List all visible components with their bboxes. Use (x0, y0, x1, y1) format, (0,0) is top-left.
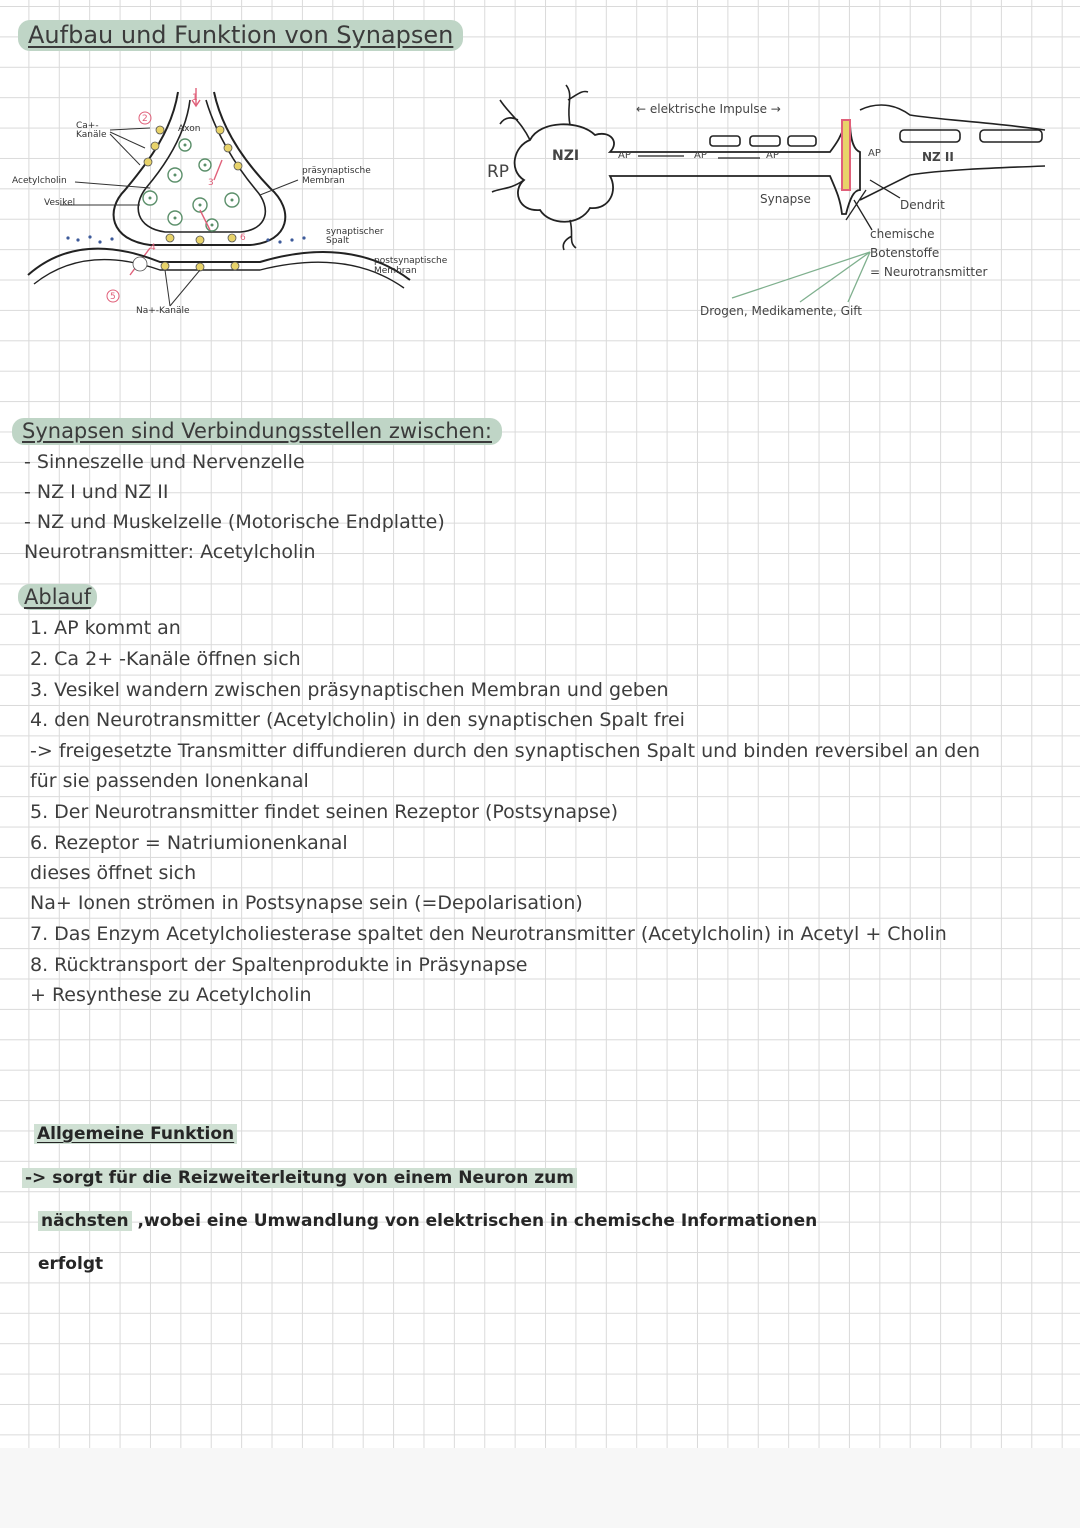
ablauf-line-1: 1. AP kommt an (30, 617, 181, 639)
label-synaptischer-spalt: synaptischer Spalt (326, 227, 384, 246)
label-postsynaptische-membran: postsynaptische Membran (374, 256, 448, 276)
ablauf-line-12: 8. Rücktransport der Spaltenprodukte in Präsynapse (30, 954, 528, 976)
ablauf-line-13: + Resynthese zu Acetylcholin (30, 984, 312, 1006)
neurotransmitter-note: Neurotransmitter: Acetylcholin (24, 541, 316, 563)
label-axon: Axon (178, 124, 201, 134)
label-acetylcholin: Acetylcholin (12, 176, 67, 186)
label-vesikel: Vesikel (44, 198, 76, 208)
label-botenstoffe: Botenstoffe (870, 246, 940, 260)
ablauf-line-5: -> freigesetzte Transmitter diffundieren durch den synaptischen Spalt und binden reversibel an den (30, 740, 981, 762)
ablauf-line-6: für sie passenden Ionenkanal (30, 770, 309, 792)
connections-item-2: - NZ I und NZ II (24, 481, 169, 503)
svg-text:5: 5 (110, 292, 116, 302)
function-line-3: erfolgt (38, 1254, 104, 1274)
page-bottom-strip (0, 1448, 1080, 1528)
ablauf-line-9: dieses öffnet sich (30, 862, 197, 884)
label-rp: RP (487, 162, 510, 182)
svg-text:1: 1 (192, 93, 198, 103)
svg-text:4: 4 (150, 243, 156, 253)
label-ap-4: AP (868, 148, 881, 159)
ca-channels (144, 126, 242, 244)
label-ap-2: AP (694, 150, 707, 161)
ablauf-line-2: 2. Ca 2+ -Kanäle öffnen sich (30, 648, 301, 670)
ablauf-line-3: 3. Vesikel wandern zwischen präsynaptischen Membran und geben (30, 679, 669, 701)
ablauf-line-4: 4. den Neurotransmitter (Acetylcholin) in den synaptischen Spalt frei (30, 709, 685, 731)
label-dendrit: Dendrit (900, 198, 945, 212)
label-ca-channels: Ca+- Kanäle (76, 121, 107, 140)
function-line-1: -> sorgt für die Reizweiterleitung von einem Neuron zum (22, 1168, 577, 1188)
postsynaptic-membrane (28, 249, 410, 280)
page-title: Aufbau und Funktion von Synapsen (18, 20, 463, 51)
ablauf-line-10: Na+ Ionen strömen in Postsynapse sein (=Depolarisation) (30, 892, 583, 914)
label-ap-1: AP (618, 150, 631, 161)
label-praesynaptische-membran: präsynaptische Membran (302, 166, 371, 186)
svg-text:6: 6 (240, 233, 246, 243)
label-na-channels: Na+-Kanäle (136, 306, 190, 316)
label-nz1: NZI (552, 148, 580, 164)
ablauf-line-11: 7. Das Enzym Acetylcholiesterase spaltet den Neurotransmitter (Acetylcholin) in Acetyl + Cholin (30, 923, 947, 945)
label-neurotransmitter: = Neurotransmitter (870, 265, 988, 279)
label-chemische: chemische (870, 227, 935, 241)
synapse-gap (842, 120, 850, 190)
connections-heading: Synapsen sind Verbindungsstellen zwischen: (12, 418, 502, 445)
ablauf-heading: Ablauf (18, 584, 97, 610)
connections-item-1: - Sinneszelle und Nervenzelle (24, 451, 305, 473)
function-line-2: nächsten ,wobei eine Umwandlung von elektrischen in chemische Informationen (38, 1211, 817, 1231)
function-heading: Allgemeine Funktion (34, 1124, 237, 1144)
ablauf-line-8: 6. Rezeptor = Natriumionenkanal (30, 832, 348, 854)
svg-text:2: 2 (142, 114, 148, 124)
vesicles (143, 139, 239, 231)
label-synapse: Synapse (760, 192, 811, 206)
svg-text:3: 3 (208, 178, 214, 188)
label-ap-3: AP (766, 150, 779, 161)
label-drogen: Drogen, Medikamente, Gift (700, 304, 863, 318)
synapse-diagram (0, 70, 470, 400)
connections-item-3: - NZ und Muskelzelle (Motorische Endplatte) (24, 511, 445, 533)
label-nz2: NZ II (922, 150, 954, 164)
ablauf-line-7: 5. Der Neurotransmitter findet seinen Rezeptor (Postsynapse) (30, 801, 619, 823)
label-elektrische-impulse: ← elektrische Impulse → (636, 102, 781, 116)
